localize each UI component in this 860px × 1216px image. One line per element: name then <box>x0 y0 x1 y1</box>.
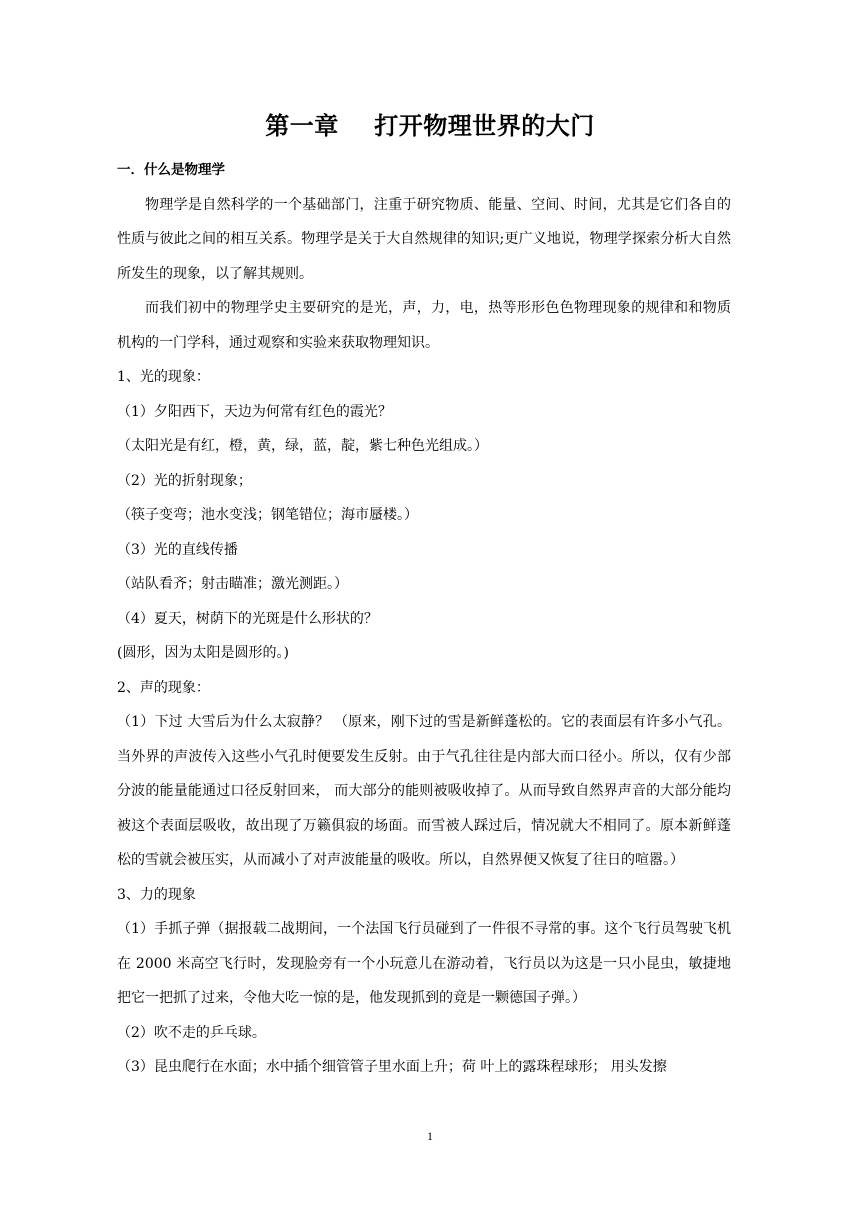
sound-item-1: （1）下过 大雪后为什么太寂静？ （原来，刚下过的雪是新鲜蓬松的。它的表面层有许多小气孔。当外界的声波传入这些小气孔时便要发生反射。由于气孔往往是内部大而口径小。所以，仅有少部分波的能量能通过口径反射回来， 而大部分的能则被吸收掉了。从而导致自然界声音的大部分能均被这个表面层吸收，故出现了万籁俱寂的场面。而雪被人踩过后，情况就大不相同了。原本新鲜蓬松的雪就会被压实，从而减小了对声波能量的吸收。所以，自然界便又恢复了往日的喧嚣。） <box>117 714 731 868</box>
light-item-4-answer: (圆形，因为太阳是圆形的。) <box>117 645 289 661</box>
light-item-2-answer: （筷子变弯；池水变浅；钢笔错位；海市蜃楼。） <box>117 507 418 523</box>
force-item-1: （1）手抓子弹（据报载二战期间，一个法国飞行员碰到了一件很不寻常的事。这个飞行员驾驶飞机在 2000 米高空飞行时，发现脸旁有一个小玩意儿在游动着，飞行员以为这是一只小昆虫，敏捷地把它一把抓了过来，令他大吃一惊的是，他发现抓到的竟是一颗德国子弹。） <box>117 921 731 1006</box>
light-item-1: （1）夕阳西下，天边为何常有红色的霞光？ <box>117 403 392 420</box>
page-number: 1 <box>427 1129 433 1143</box>
force-item-3: （3）昆虫爬行在水面；水中插个细管管子里水面上升；荷 叶上的露珠程球形； 用头发擦 <box>117 1059 667 1075</box>
light-item-4: （4）夏天，树荫下的光斑是什么形状的？ <box>117 610 378 627</box>
light-item-1-answer: （太阳光是有红，橙，黄，绿，蓝，靛，紫七种色光组成。） <box>117 438 488 454</box>
section-heading: 一．什么是物理学 <box>117 162 225 178</box>
paragraph-physics-definition: 物理学是自然科学的一个基础部门，注重于研究物质、能量、空间、时间，尤其是它们各自的性质与彼此之间的相互关系。物理学是关于大自然规律的知识;更广义地说，物理学探索分析大自然所发生的现象，以了解其规则。 <box>117 196 731 282</box>
chapter-title: 第一章 打开物理世界的大门 <box>265 112 595 140</box>
light-item-3-answer: （站队看齐；射击瞄准；激光测距。） <box>117 576 348 592</box>
light-item-3: （3）光的直线传播 <box>117 541 238 558</box>
force-item-2: （2）吹不走的乒乓球。 <box>117 1024 266 1041</box>
sound-phenomena-heading: 2、声的现象： <box>117 679 210 696</box>
document-body <box>117 153 731 1085</box>
light-phenomena-heading: 1、光的现象： <box>117 369 210 385</box>
paragraph-junior-physics: 而我们初中的物理学史主要研究的是光，声，力，电，热等形形色色物理现象的规律和和物质机构的一门学科，通过观察和实验来获取物理知识。 <box>117 300 731 351</box>
light-item-2: （2）光的折射现象； <box>117 472 252 489</box>
force-phenomena-heading: 3、力的现象 <box>117 886 196 903</box>
